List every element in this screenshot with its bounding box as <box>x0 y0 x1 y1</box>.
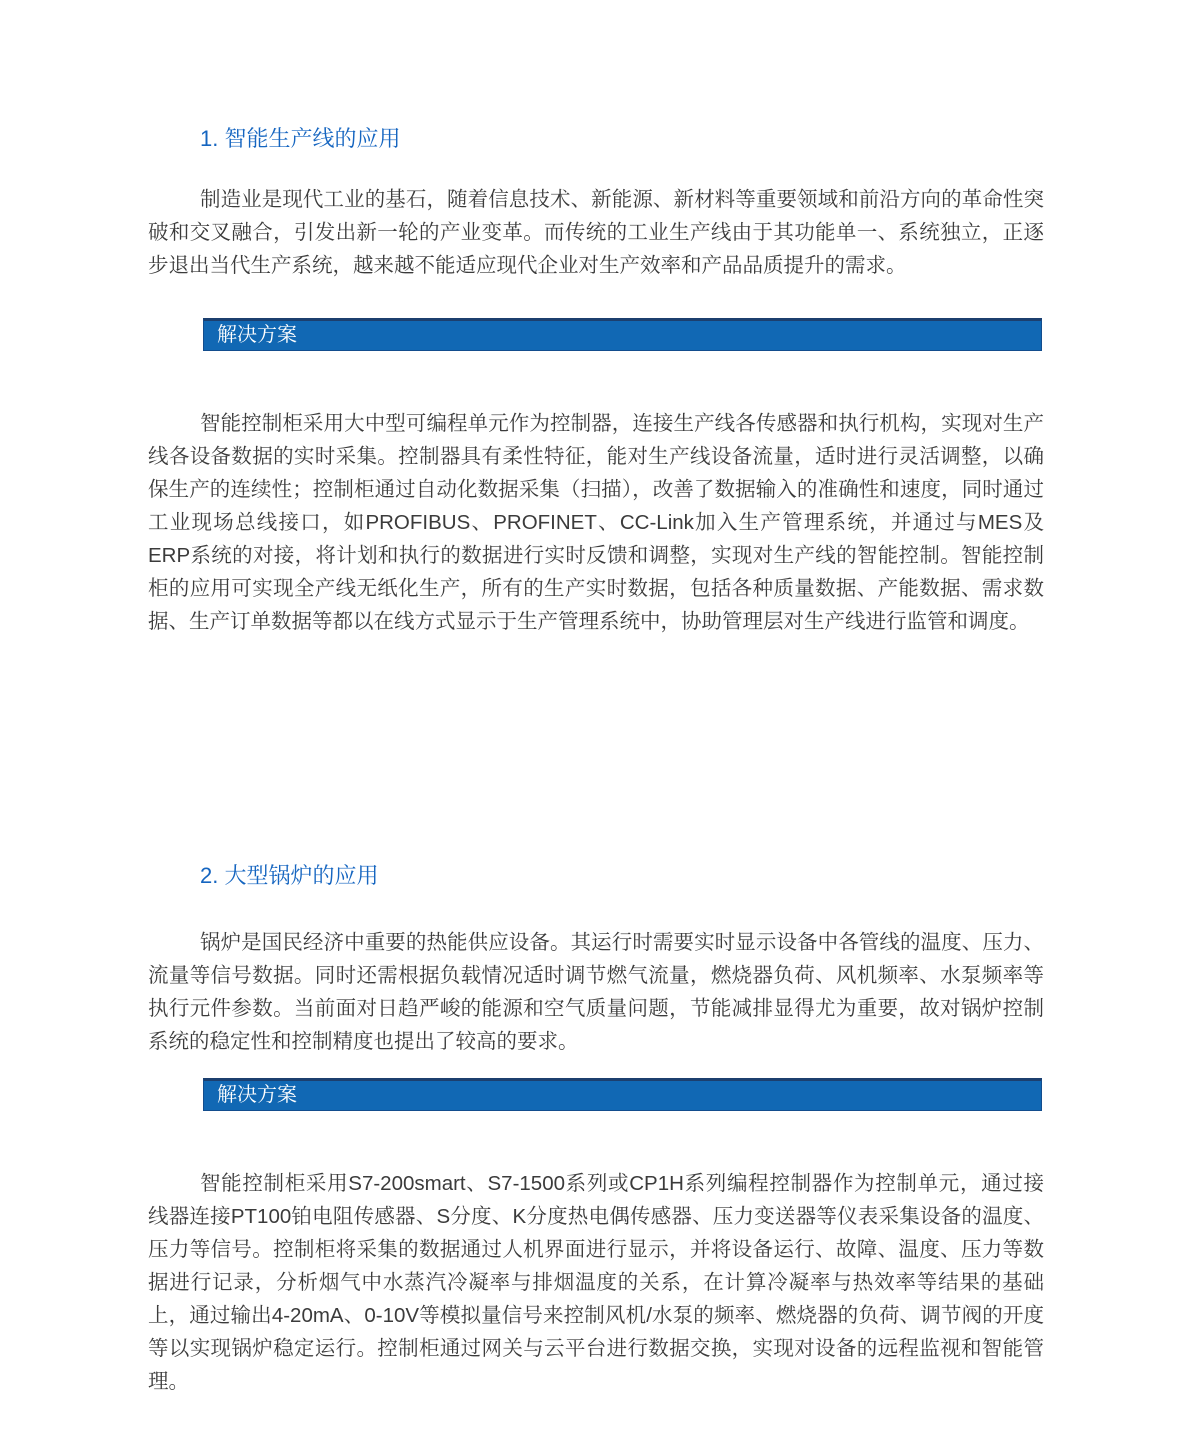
section-2-intro-paragraph: 锅炉是国民经济中重要的热能供应设备。其运行时需要实时显示设备中各管线的温度、压力、流量等信号数据。同时还需根据负载情况适时调节燃气流量，燃烧器负荷、风机频率、水泵频率等执行元件参数。当前面对日趋严峻的能源和空气质量问题，节能减排显得尤为重要，故对锅炉控制系统的稳定性和控制精度也提出了较高的要求。 <box>148 930 1044 1053</box>
section-1-solution-banner-label: 解决方案 <box>217 324 297 346</box>
section-2-solution-paragraph: 智能控制柜采用S7-200smart、S7-1500系列或CP1H系列编程控制器作为控制单元，通过接线器连接PT100铂电阻传感器、S分度、K分度热电偶传感器、压力变送器等仪表采集设备的温度、压力等信号。控制柜将采集的数据通过人机界面进行显示，并将设备运行、故障、温度、压力等数据进行记录，分析烟气中水蒸汽冷凝率与排烟温度的关系，在计算冷凝率与热效率等结果的基础上，通过输出4-20mA、0-10V等模拟量信号来控制风机/水泵的频率、燃烧器的负荷、调节阀的开度等以实现锅炉稳定运行。控制柜通过网关与云平台进行数据交换，实现对设备的远程监视和智能管理。 <box>148 1171 1044 1393</box>
section-1-intro-paragraph: 制造业是现代工业的基石，随着信息技术、新能源、新材料等重要领域和前沿方向的革命性突破和交叉融合，引发出新一轮的产业变革。而传统的工业生产线由于其功能单一、系统独立，正逐步退出当代生产系统，越来越不能适应现代企业对生产效率和产品品质提升的需求。 <box>148 187 1044 277</box>
section-1-heading: 1. 智能生产线的应用 <box>200 126 401 152</box>
section-1-solution-paragraph: 智能控制柜采用大中型可编程单元作为控制器，连接生产线各传感器和执行机构，实现对生产线各设备数据的实时采集。控制器具有柔性特征，能对生产线设备流量，适时进行灵活调整，以确保生产的连续性；控制柜通过自动化数据采集（扫描），改善了数据输入的准确性和速度，同时通过工业现场总线接口，如PROFIBUS、PROFINET、CC-Link加入生产管理系统，并通过与MES及ERP系统的对接，将计划和执行的数据进行实时反馈和调整，实现对生产线的智能控制。智能控制柜的应用可实现全产线无纸化生产，所有的生产实时数据，包括各种质量数据、产能数据、需求数据、生产订单数据等都以在线方式显示于生产管理系统中，协助管理层对生产线进行监管和调度。 <box>148 411 1044 633</box>
section-2-heading: 2. 大型锅炉的应用 <box>200 863 379 889</box>
section-2-solution-banner <box>203 1078 1042 1111</box>
section-1-solution-banner <box>203 318 1042 351</box>
section-2-solution-banner-label: 解决方案 <box>217 1084 297 1106</box>
